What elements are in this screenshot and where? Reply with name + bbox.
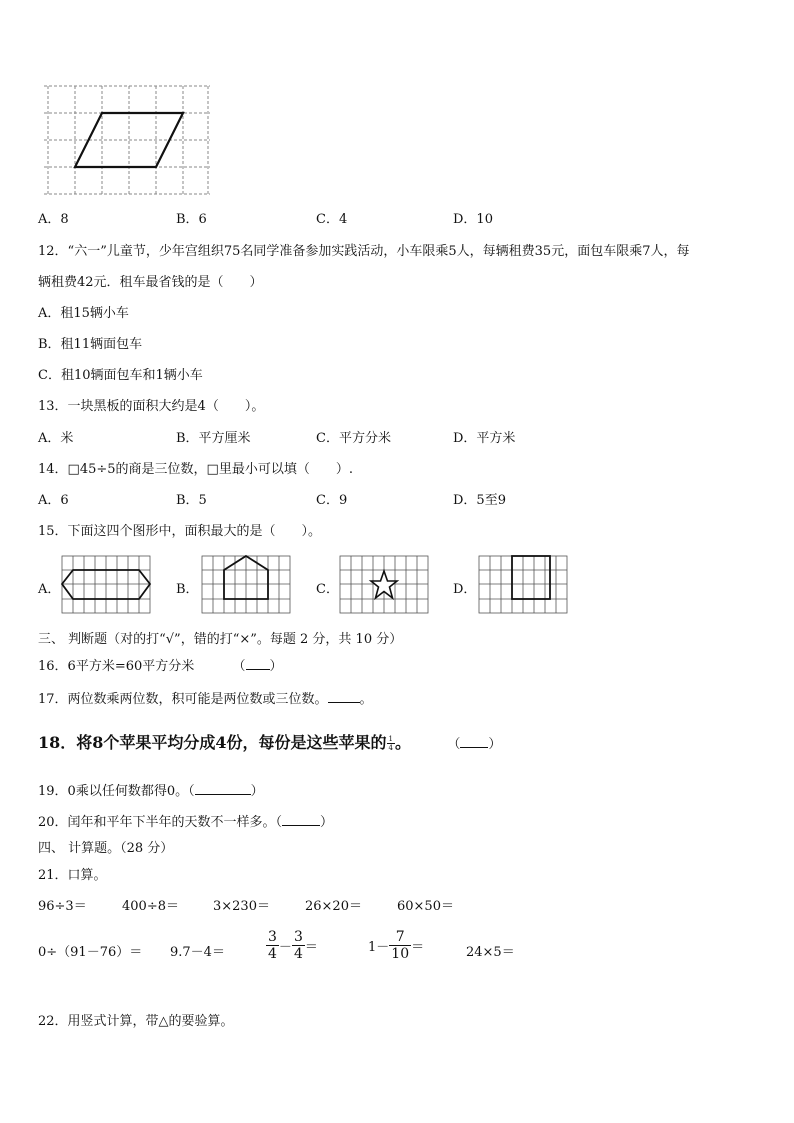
q18-paren-open: （ <box>447 737 461 752</box>
q21-item9-lead: 1－ <box>368 940 390 955</box>
q16-question <box>38 655 283 674</box>
q21-item8-n2: 3 <box>293 929 303 945</box>
q15-option-b[interactable]: B． <box>176 582 199 597</box>
q18-frac-den: 4 <box>388 744 394 752</box>
q14-option-b[interactable]: B．5 <box>176 493 207 508</box>
q17-answer-blank[interactable] <box>328 690 360 703</box>
q21-item8-d2: 4 <box>293 946 303 962</box>
q14-option-a[interactable]: A．6 <box>38 493 69 508</box>
q21-item-10: 24×5＝ <box>466 945 515 960</box>
q21-item9-d: 10 <box>391 946 410 962</box>
q18-answer-blank[interactable] <box>460 735 488 748</box>
q21-item-1: 96÷3＝ <box>38 899 87 914</box>
q21-item-9 <box>368 929 424 962</box>
q21-item-6: 0÷（91－76）＝ <box>38 945 143 960</box>
q20-answer-blank[interactable] <box>282 813 320 826</box>
section4-title: 四、 计算题。（28 分） <box>38 841 174 856</box>
q21-item-2: 400÷8＝ <box>122 899 179 914</box>
q16-paren-close: ） <box>269 659 283 674</box>
q15-figure-a-hexagon <box>62 556 152 614</box>
q21-item9-eq: ＝ <box>411 940 425 955</box>
q18-after: 。 <box>395 733 412 752</box>
q16-text: 16．6平方米=60平方分米 <box>38 659 195 674</box>
q22-title: 22．用竖式计算，带△的要验算。 <box>38 1014 234 1029</box>
q14-question: 14．□45÷5的商是三位数，□里最小可以填（ ）. <box>38 462 353 477</box>
q12-line2: 辆租费42元．租车最省钱的是（ ） <box>38 275 263 290</box>
q16-paren-open: （ <box>232 659 246 674</box>
q14-option-d[interactable]: D．5至9 <box>453 493 506 508</box>
q15-option-a[interactable]: A． <box>38 582 61 597</box>
q15-question: 15．下面这四个图形中，面积最大的是（ ）。 <box>38 524 322 539</box>
q21-item-7: 9.7－4＝ <box>170 945 225 960</box>
q14-option-c[interactable]: C．9 <box>316 493 348 508</box>
q21-title: 21．口算。 <box>38 868 107 883</box>
q19-answer-blank[interactable] <box>195 782 251 795</box>
q17-question <box>38 688 373 707</box>
q12-option-b[interactable]: B．租11辆面包车 <box>38 337 143 352</box>
parallelogram-grid-figure <box>44 86 210 196</box>
q21-item-8 <box>266 929 318 962</box>
q11-option-d[interactable]: D．10 <box>453 212 493 227</box>
q19-question <box>38 780 264 799</box>
q15-figure-b-pentagon <box>202 556 292 614</box>
q19-text: 19．0乘以任何数都得0。（ <box>38 784 195 799</box>
q21-item8-n1: 3 <box>268 929 277 945</box>
q11-option-a[interactable]: A．8 <box>38 212 69 227</box>
q13-option-c[interactable]: C．平方分米 <box>316 431 391 446</box>
q13-option-a[interactable]: A．米 <box>38 431 74 446</box>
q20-question <box>38 811 333 830</box>
q12-option-c[interactable]: C．租10辆面包车和1辆小车 <box>38 368 203 383</box>
q11-option-c[interactable]: C．4 <box>316 212 348 227</box>
q13-question: 13．一块黑板的面积大约是4（ ）。 <box>38 399 265 414</box>
q21-item-5: 60×50＝ <box>397 899 454 914</box>
q15-figure-c-star <box>340 556 430 614</box>
q15-figure-d-rectangle <box>479 556 569 614</box>
q13-option-d[interactable]: D．平方米 <box>453 431 516 446</box>
q17-end: 。 <box>359 692 373 707</box>
section3-title: 三、 判断题（对的打“√”，错的打“×”。每题 2 分，共 10 分） <box>38 632 403 647</box>
q18-paren-close: ） <box>488 737 502 752</box>
q20-text: 20．闰年和平年下半年的天数不一样多。（ <box>38 815 283 830</box>
q21-item-4: 26×20＝ <box>305 899 362 914</box>
q21-item9-n: 7 <box>389 929 411 946</box>
q15-option-d[interactable]: D． <box>453 582 477 597</box>
q12-line1: 12．“六一”儿童节，少年宫组织75名同学准备参加实践活动，小车限乘5人，每辆租费35元，面包车限乘7人，每 <box>38 244 690 259</box>
q21-item8-d1: 4 <box>268 946 277 962</box>
q20-close: ） <box>320 815 334 830</box>
q18-question <box>38 730 501 753</box>
q21-item8-eq: ＝ <box>304 940 318 955</box>
q18-frac-num: 1 <box>388 735 394 743</box>
q21-item-3: 3×230＝ <box>213 899 270 914</box>
q13-option-b[interactable]: B．平方厘米 <box>176 431 251 446</box>
q18-text: 18．将8个苹果平均分成4份，每份是这些苹果的 <box>38 733 387 752</box>
q19-close: ） <box>250 784 264 799</box>
q12-option-a[interactable]: A．租15辆小车 <box>38 306 129 321</box>
q21-item8-op: － <box>278 940 292 955</box>
q17-text: 17．两位数乘两位数，积可能是两位数或三位数。 <box>38 692 328 707</box>
q16-answer-blank[interactable] <box>246 657 270 670</box>
q11-option-b[interactable]: B．6 <box>176 212 207 227</box>
q15-option-c[interactable]: C． <box>316 582 339 597</box>
